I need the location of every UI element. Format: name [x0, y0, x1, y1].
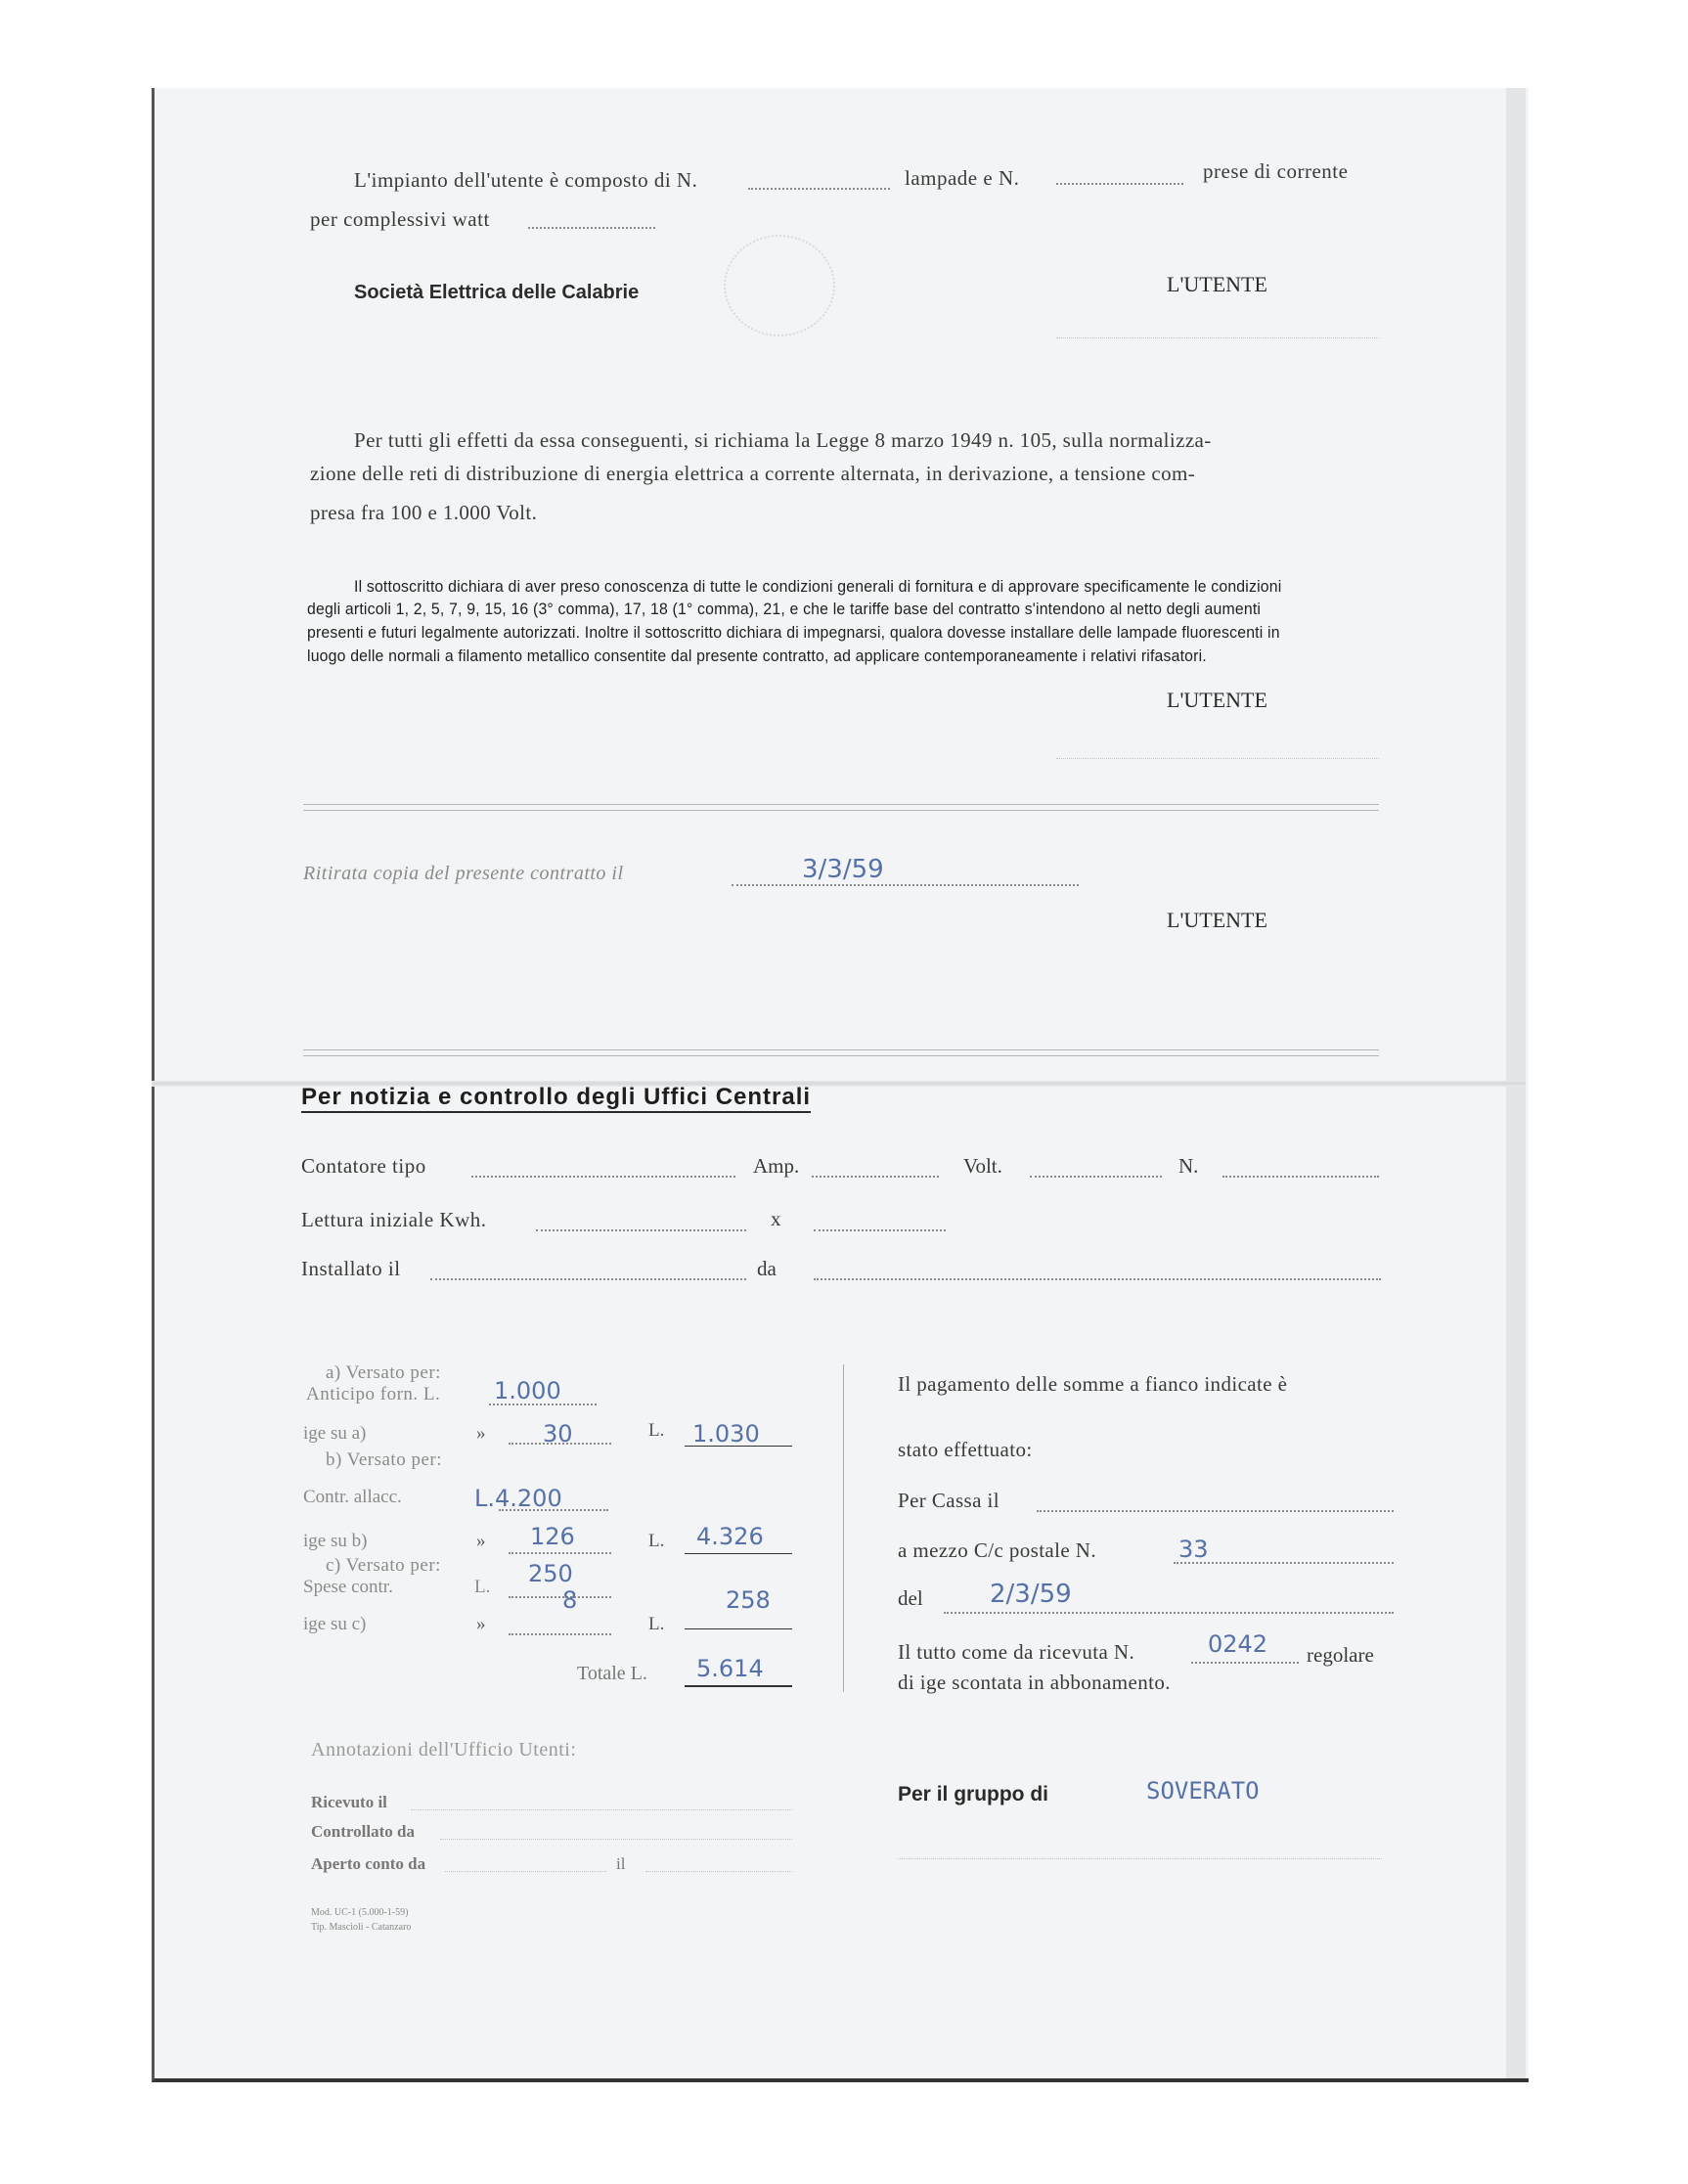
ige-c-value: 8: [562, 1586, 578, 1614]
ige-b-quote: »: [476, 1531, 486, 1551]
intro-line-1-suffix: prese di corrente: [1203, 159, 1349, 183]
da-field[interactable]: [814, 1278, 1381, 1280]
x-label: x: [771, 1207, 781, 1230]
ige-a-quote: »: [476, 1423, 486, 1444]
cassa-field[interactable]: [1037, 1510, 1394, 1512]
watt-field[interactable]: [528, 227, 655, 229]
total-a-value: 1.030: [692, 1420, 760, 1448]
ige-b-value: 126: [530, 1523, 575, 1550]
anticipo-label: Anticipo forn. L.: [306, 1384, 441, 1404]
n-label: N.: [1178, 1154, 1199, 1178]
contatore-tipo-field[interactable]: [471, 1176, 735, 1178]
separator-2b: [303, 1055, 1379, 1056]
amp-field[interactable]: [812, 1176, 939, 1178]
ige-b-field[interactable]: [509, 1552, 611, 1554]
contr-allacc-value: L.4.200: [474, 1485, 562, 1512]
del-label: del: [898, 1586, 923, 1610]
totale-value: 5.614: [696, 1655, 764, 1682]
x-field[interactable]: [814, 1229, 946, 1231]
total-b-underline: [685, 1553, 792, 1554]
payment-a-label: a) Versato per:: [326, 1362, 441, 1383]
total-a-currency: L.: [648, 1420, 665, 1441]
payment-info-last-line: di ige scontata in abbonamento.: [898, 1671, 1171, 1694]
contatore-tipo-label: Contatore tipo: [301, 1154, 426, 1178]
spese-field[interactable]: [509, 1596, 611, 1598]
totale-label: Totale L.: [577, 1663, 647, 1684]
ricevuta-value: 0242: [1208, 1630, 1268, 1658]
volt-field[interactable]: [1030, 1176, 1162, 1178]
payment-info-line-2: stato effettuato:: [898, 1438, 1033, 1461]
legal-line-3: presa fra 100 e 1.000 Volt.: [310, 501, 538, 524]
gruppo-signature-line[interactable]: [898, 1858, 1382, 1859]
spese-label: Spese contr.: [303, 1577, 393, 1597]
conditions-line-2: degli articoli 1, 2, 5, 7, 9, 15, 16 (3° comma), 17, 18 (1° comma), 21, e che le tariffe base del contratto s'intendono al netto degli aumenti: [307, 600, 1262, 618]
payment-b-label: b) Versato per:: [326, 1449, 443, 1470]
lettura-field[interactable]: [536, 1229, 746, 1231]
del-value: 2/3/59: [990, 1580, 1072, 1609]
utente-signature-label-3: L'UTENTE: [1167, 908, 1267, 932]
contr-allacc-label: Contr. allacc.: [303, 1487, 402, 1507]
conditions-line-4: luogo delle normali a filamento metallico consentite dal presente contratto, ad applicare contemporaneamente i relativi rifasatori.: [307, 646, 1207, 665]
aperto-il-label: il: [616, 1854, 626, 1873]
withdrawal-date-field[interactable]: [732, 884, 1079, 886]
conditions-line-3: presenti e futuri legalmente autorizzati. Inoltre il sottoscritto dichiara di impegnarsi, qualora dovesse installare delle lampade fluorescenti in: [307, 623, 1280, 642]
cassa-label: Per Cassa il: [898, 1489, 999, 1512]
volt-label: Volt.: [963, 1154, 1002, 1178]
payment-c-label: c) Versato per:: [326, 1555, 441, 1576]
spese-currency: L.: [474, 1577, 491, 1597]
sockets-count-field[interactable]: [1056, 183, 1183, 185]
separator-1a: [303, 804, 1379, 805]
postale-value: 33: [1178, 1536, 1209, 1563]
controllato-label: Controllato da: [311, 1822, 415, 1841]
withdrawal-label: Ritirata copia del presente contratto il: [303, 863, 624, 884]
annotations-title: Annotazioni dell'Ufficio Utenti:: [311, 1739, 577, 1761]
footer-tip: Tip. Mascioli - Catanzaro: [311, 1922, 412, 1933]
company-name: Società Elettrica delle Calabrie: [354, 282, 640, 303]
total-a-underline: [685, 1446, 792, 1447]
gruppo-value: SOVERATO: [1146, 1777, 1260, 1805]
ricevuta-suffix: regolare: [1307, 1643, 1374, 1667]
da-label: da: [757, 1257, 777, 1280]
ige-a-value: 30: [543, 1420, 573, 1448]
aperto-field[interactable]: [445, 1871, 606, 1872]
payments-divider: [843, 1364, 844, 1692]
total-c-currency: L.: [648, 1614, 665, 1634]
utente-signature-label-2: L'UTENTE: [1167, 688, 1267, 712]
conditions-line-1: Il sottoscritto dichiara di aver preso conoscenza di tutte le condizioni generali di fornitura e di approvare specificamente le condizioni: [354, 577, 1282, 596]
separator-1b: [303, 810, 1379, 811]
intro-line-1-prefix: L'impianto dell'utente è composto di N.: [354, 168, 698, 192]
ricevuta-label: Il tutto come da ricevuta N.: [898, 1640, 1135, 1664]
amp-label: Amp.: [753, 1154, 800, 1178]
utente-signature-line-2[interactable]: [1056, 758, 1379, 759]
aperto-label: Aperto conto da: [311, 1854, 426, 1873]
postale-label: a mezzo C/c postale N.: [898, 1538, 1096, 1562]
ige-c-field[interactable]: [509, 1633, 611, 1635]
lettura-label: Lettura iniziale Kwh.: [301, 1208, 487, 1231]
ige-c-label: ige su c): [303, 1614, 367, 1634]
intro-line-1-middle: lampade e N.: [905, 166, 1020, 190]
ige-c-quote: »: [476, 1614, 486, 1634]
controllato-field[interactable]: [440, 1839, 792, 1840]
total-c-underline: [685, 1628, 792, 1629]
del-field[interactable]: [944, 1612, 1394, 1614]
spese-value: 250: [528, 1560, 573, 1587]
separator-2a: [303, 1049, 1379, 1050]
intro-line-2: per complessivi watt: [310, 207, 490, 231]
ricevuto-field[interactable]: [411, 1809, 792, 1810]
n-field[interactable]: [1222, 1176, 1379, 1178]
footer-mod: Mod. UC-1 (5.000-1-59): [311, 1907, 409, 1918]
utente-signature-label-1: L'UTENTE: [1167, 272, 1267, 296]
ige-a-label: ige su a): [303, 1423, 367, 1444]
ricevuta-field[interactable]: [1191, 1662, 1299, 1664]
anticipo-value: 1.000: [494, 1377, 561, 1404]
payment-info-line-1: Il pagamento delle somme a fianco indicate è: [898, 1372, 1288, 1396]
legal-line-1: Per tutti gli effetti da essa conseguenti, si richiama la Legge 8 marzo 1949 n. 105, sulla normalizza-: [354, 428, 1212, 452]
gruppo-label: Per il gruppo di: [898, 1783, 1049, 1805]
total-b-currency: L.: [648, 1531, 665, 1551]
ricevuto-label: Ricevuto il: [311, 1793, 387, 1811]
aperto-il-field[interactable]: [645, 1871, 792, 1872]
faded-stamp: [724, 235, 835, 336]
total-c-value: 258: [726, 1586, 771, 1614]
ige-b-label: ige su b): [303, 1531, 368, 1551]
withdrawal-date-value: 3/3/59: [802, 855, 884, 884]
utente-signature-line-1[interactable]: [1056, 337, 1379, 338]
lamps-count-field[interactable]: [748, 188, 890, 190]
installato-field[interactable]: [430, 1278, 746, 1280]
legal-line-2: zione delle reti di distribuzione di energia elettrica a corrente alternata, in derivazione, a tensione com-: [310, 462, 1196, 485]
total-b-value: 4.326: [696, 1523, 764, 1550]
central-offices-heading: Per notizia e controllo degli Uffici Centrali: [301, 1084, 811, 1113]
installato-label: Installato il: [301, 1257, 401, 1280]
totale-underline: [685, 1685, 792, 1687]
